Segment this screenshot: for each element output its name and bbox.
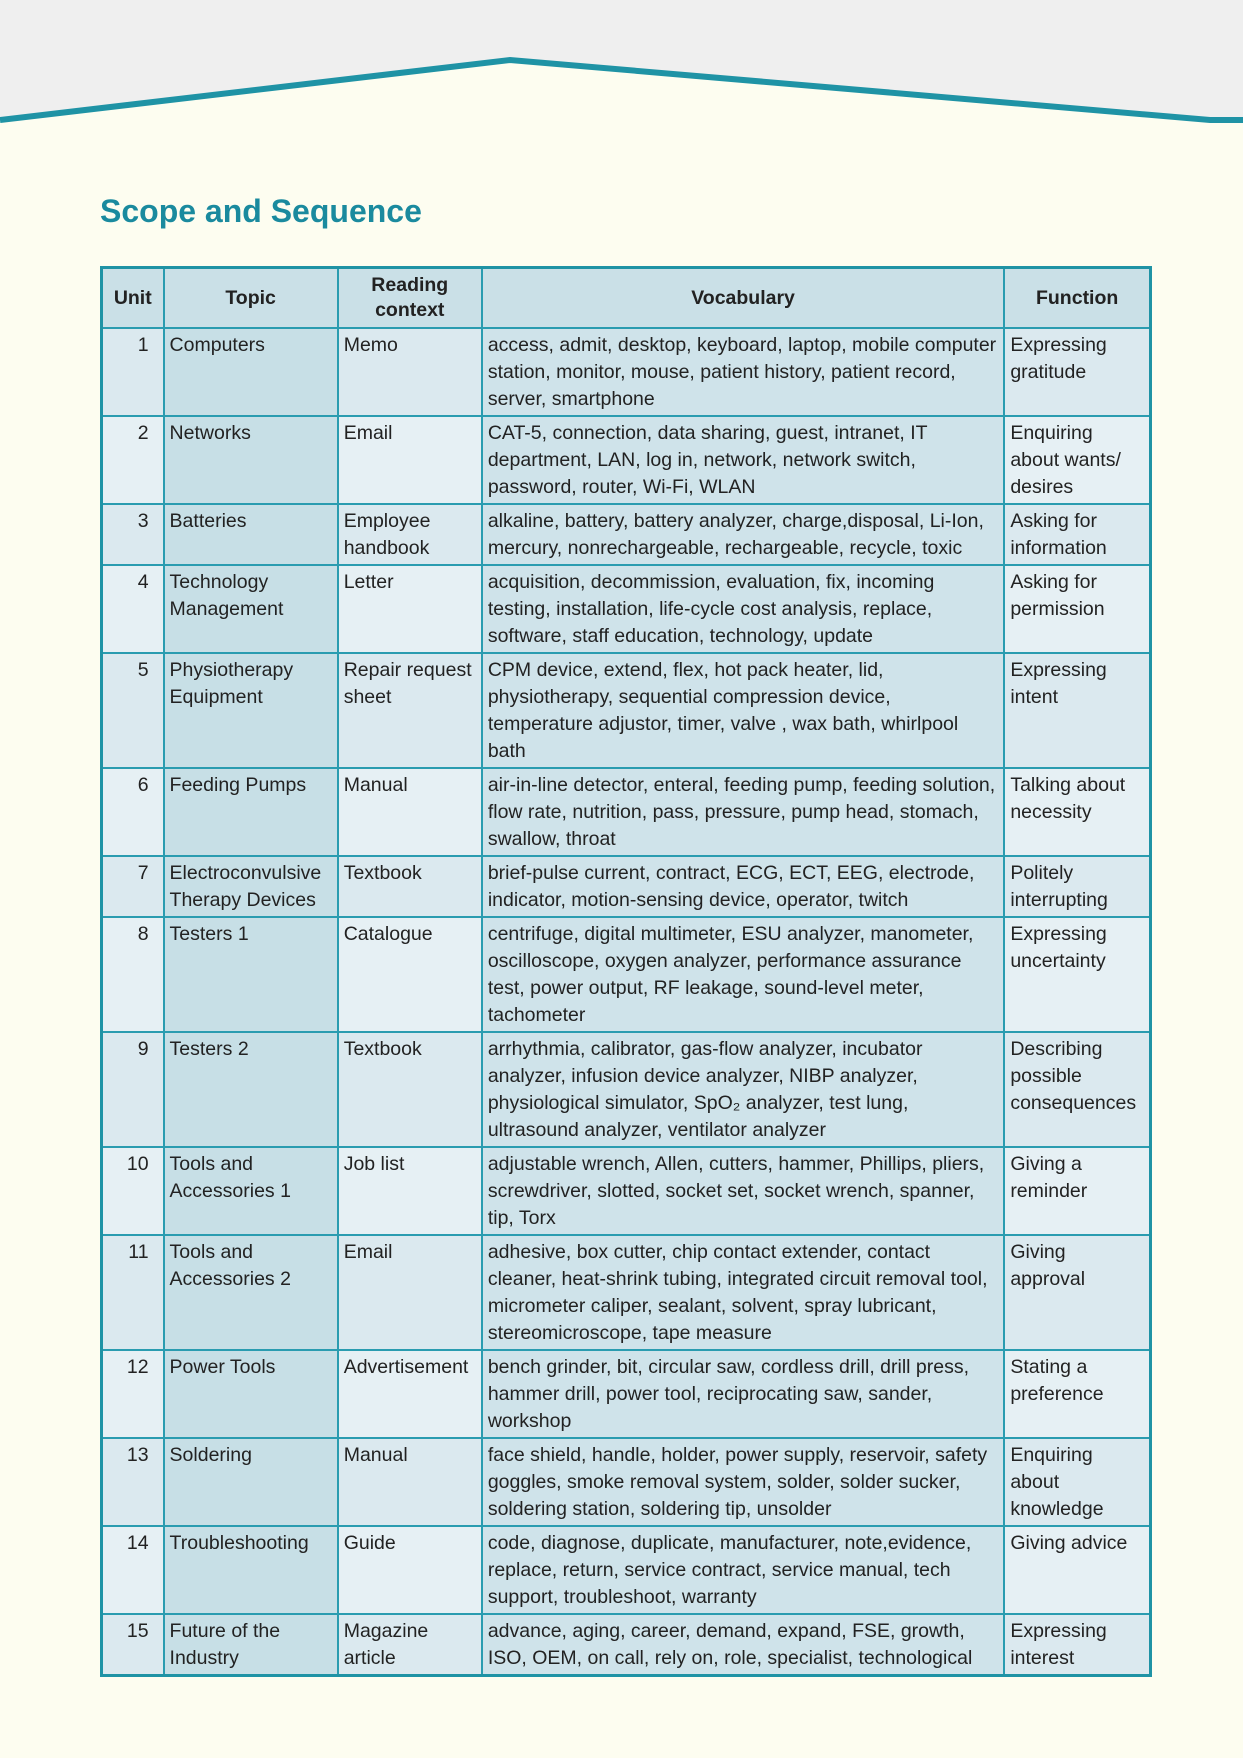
reading-context-cell: Job list	[338, 1147, 482, 1235]
reading-context-cell: Magazine article	[338, 1614, 482, 1676]
table-row	[102, 653, 1151, 768]
topic-cell: Soldering	[164, 1438, 338, 1526]
topic-cell: Testers 2	[164, 1032, 338, 1147]
reading-context-cell: Email	[338, 416, 482, 504]
topic-cell: Tools and Accessories 1	[164, 1147, 338, 1235]
function-cell: Politely interrupting	[1004, 856, 1150, 917]
table-row	[102, 1032, 1151, 1147]
function-cell: Enquiring about wants/ desires	[1004, 416, 1150, 504]
function-cell: Describing possible consequences	[1004, 1032, 1150, 1147]
topic-cell: Batteries	[164, 504, 338, 565]
unit-cell: 14	[102, 1526, 164, 1614]
header-topic: Topic	[164, 268, 338, 329]
reading-context-cell: Letter	[338, 565, 482, 653]
reading-context-cell: Employee handbook	[338, 504, 482, 565]
unit-cell: 5	[102, 653, 164, 768]
vocabulary-cell: air-in-line detector, enteral, feeding pump, feeding solution, flow rate, nutrition, pass, pressure, pump head, stomach, swallow, throat	[482, 768, 1004, 856]
unit-cell: 7	[102, 856, 164, 917]
unit-cell: 10	[102, 1147, 164, 1235]
scope-sequence-table	[100, 266, 1152, 1677]
table-row	[102, 1147, 1151, 1235]
unit-cell: 3	[102, 504, 164, 565]
topic-cell: Electroconvulsive Therapy Devices	[164, 856, 338, 917]
function-cell: Asking for permission	[1004, 565, 1150, 653]
unit-cell: 8	[102, 917, 164, 1032]
header-unit: Unit	[102, 268, 164, 329]
vocabulary-cell: centrifuge, digital multimeter, ESU analyzer, manometer, oscilloscope, oxygen analyzer, performance assurance test, power output, RF leakage, sound-level meter, tachometer	[482, 917, 1004, 1032]
table-row	[102, 917, 1151, 1032]
header-band	[0, 0, 1243, 130]
reading-context-cell: Manual	[338, 768, 482, 856]
topic-cell: Feeding Pumps	[164, 768, 338, 856]
reading-context-cell: Manual	[338, 1438, 482, 1526]
function-cell: Expressing interest	[1004, 1614, 1150, 1676]
vocabulary-cell: CAT-5, connection, data sharing, guest, intranet, IT department, LAN, log in, network, network switch, password, router, Wi-Fi, WLAN	[482, 416, 1004, 504]
vocabulary-cell: acquisition, decommission, evaluation, fix, incoming testing, installation, life-cycle cost analysis, replace, software, staff education, technology, update	[482, 565, 1004, 653]
table-row	[102, 1350, 1151, 1438]
reading-context-cell: Repair request sheet	[338, 653, 482, 768]
topic-cell: Future of the Industry	[164, 1614, 338, 1676]
unit-cell: 2	[102, 416, 164, 504]
reading-context-cell: Textbook	[338, 1032, 482, 1147]
reading-context-cell: Guide	[338, 1526, 482, 1614]
unit-cell: 12	[102, 1350, 164, 1438]
table-row	[102, 768, 1151, 856]
vocabulary-cell: adhesive, box cutter, chip contact extender, contact cleaner, heat-shrink tubing, integrated circuit removal tool, micrometer caliper, sealant, solvent, spray lubricant, stereomicroscope, tape measure	[482, 1235, 1004, 1350]
topic-cell: Technology Management	[164, 565, 338, 653]
topic-cell: Physiotherapy Equipment	[164, 653, 338, 768]
topic-cell: Tools and Accessories 2	[164, 1235, 338, 1350]
table-row	[102, 416, 1151, 504]
unit-cell: 13	[102, 1438, 164, 1526]
reading-context-cell: Advertisement	[338, 1350, 482, 1438]
vocabulary-cell: CPM device, extend, flex, hot pack heater, lid, physiotherapy, sequential compression device, temperature adjustor, timer, valve , wax bath, whirlpool bath	[482, 653, 1004, 768]
unit-cell: 11	[102, 1235, 164, 1350]
table-row	[102, 856, 1151, 917]
table-row	[102, 504, 1151, 565]
vocabulary-cell: adjustable wrench, Allen, cutters, hammer, Phillips, pliers, screwdriver, slotted, socket set, socket wrench, spanner, tip, Torx	[482, 1147, 1004, 1235]
topic-cell: Networks	[164, 416, 338, 504]
vocabulary-cell: brief-pulse current, contract, ECG, ECT, EEG, electrode, indicator, motion-sensing device, operator, twitch	[482, 856, 1004, 917]
function-cell: Expressing intent	[1004, 653, 1150, 768]
vocabulary-cell: code, diagnose, duplicate, manufacturer, note,evidence, replace, return, service contract, service manual, tech support, troubleshoot, warranty	[482, 1526, 1004, 1614]
function-cell: Giving a reminder	[1004, 1147, 1150, 1235]
function-cell: Giving advice	[1004, 1526, 1150, 1614]
function-cell: Stating a preference	[1004, 1350, 1150, 1438]
topic-cell: Troubleshooting	[164, 1526, 338, 1614]
topic-cell: Power Tools	[164, 1350, 338, 1438]
table-row	[102, 1438, 1151, 1526]
topic-cell: Computers	[164, 328, 338, 416]
reading-context-cell: Textbook	[338, 856, 482, 917]
function-cell: Expressing uncertainty	[1004, 917, 1150, 1032]
header-function: Function	[1004, 268, 1150, 329]
table-row	[102, 1235, 1151, 1350]
function-cell: Asking for information	[1004, 504, 1150, 565]
unit-cell: 1	[102, 328, 164, 416]
page-title: Scope and Sequence	[100, 193, 422, 229]
unit-cell: 9	[102, 1032, 164, 1147]
table-row	[102, 565, 1151, 653]
topic-cell: Testers 1	[164, 917, 338, 1032]
vocabulary-cell: arrhythmia, calibrator, gas-flow analyzer, incubator analyzer, infusion device analyzer, NIBP analyzer, physiological simulator, SpO₂ analyzer, test lung, ultrasound analyzer, ventilator analyzer	[482, 1032, 1004, 1147]
vocabulary-cell: bench grinder, bit, circular saw, cordless drill, drill press, hammer drill, power tool, reciprocating saw, sander, workshop	[482, 1350, 1004, 1438]
unit-cell: 4	[102, 565, 164, 653]
reading-context-cell: Email	[338, 1235, 482, 1350]
function-cell: Enquiring about knowledge	[1004, 1438, 1150, 1526]
table-row	[102, 328, 1151, 416]
vocabulary-cell: access, admit, desktop, keyboard, laptop, mobile computer station, monitor, mouse, patient history, patient record, server, smartphone	[482, 328, 1004, 416]
table-row	[102, 1614, 1151, 1676]
table-header-row	[102, 268, 1151, 329]
vocabulary-cell: face shield, handle, holder, power supply, reservoir, safety goggles, smoke removal system, solder, solder sucker, soldering station, soldering tip, unsolder	[482, 1438, 1004, 1526]
vocabulary-cell: alkaline, battery, battery analyzer, charge,disposal, Li-Ion, mercury, nonrechargeable, rechargeable, recycle, toxic	[482, 504, 1004, 565]
reading-context-cell: Catalogue	[338, 917, 482, 1032]
table-row	[102, 1526, 1151, 1614]
unit-cell: 6	[102, 768, 164, 856]
function-cell: Expressing gratitude	[1004, 328, 1150, 416]
function-cell: Giving approval	[1004, 1235, 1150, 1350]
unit-cell: 15	[102, 1614, 164, 1676]
reading-context-cell: Memo	[338, 328, 482, 416]
header-vocabulary: Vocabulary	[482, 268, 1004, 329]
vocabulary-cell: advance, aging, career, demand, expand, FSE, growth, ISO, OEM, on call, rely on, role, specialist, technological	[482, 1614, 1004, 1676]
header-reading-context: Reading context	[338, 268, 482, 329]
function-cell: Talking about necessity	[1004, 768, 1150, 856]
